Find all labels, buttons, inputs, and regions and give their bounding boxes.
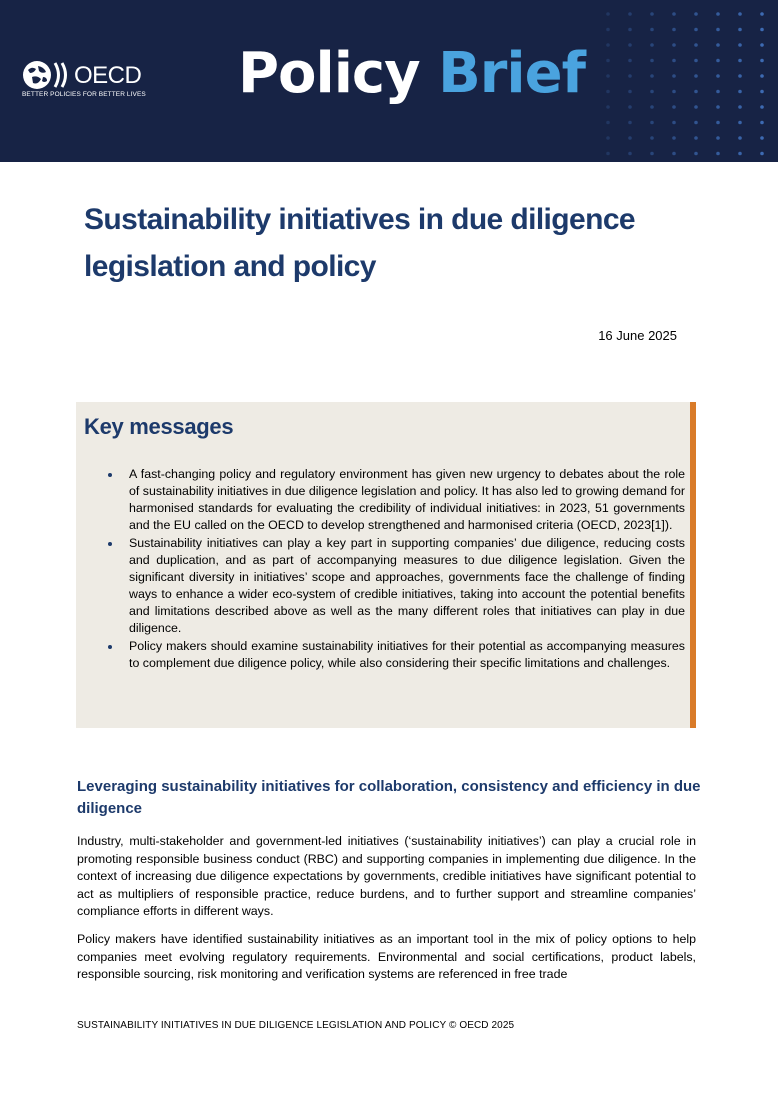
pattern-dot	[650, 121, 654, 125]
key-messages-heading: Key messages	[84, 414, 234, 439]
pattern-dot	[650, 12, 654, 16]
pattern-dot	[628, 28, 632, 32]
pattern-dot	[760, 90, 764, 94]
pattern-dot	[694, 90, 698, 94]
pattern-dot	[694, 74, 698, 78]
pattern-dot	[738, 152, 742, 156]
key-message-text: Sustainability initiatives can play a key part in supporting companies’ due diligence, reducing costs and duplication, and as part of accompanying measures to due diligence legislation. Given the significant diversity in initiatives’ scope and approaches, governments face the challenge of finding ways to enhance a wider eco-system of credible initiatives, taking into account the potential benefits and limitations described above as well as the many different roles that initiatives can play in due diligence.	[129, 536, 685, 635]
bullet-icon	[108, 542, 112, 546]
pattern-dot	[760, 105, 764, 109]
pattern-dot	[760, 74, 764, 78]
pattern-dot	[716, 74, 720, 78]
pattern-dot	[760, 136, 764, 140]
pattern-dot	[738, 59, 742, 63]
pattern-dot	[672, 43, 676, 47]
pattern-dot	[738, 90, 742, 94]
pattern-dot	[716, 136, 720, 140]
pattern-dot	[672, 74, 676, 78]
pattern-dot	[716, 43, 720, 47]
pattern-dot	[760, 152, 764, 156]
logo-tagline: BETTER POLICIES FOR BETTER LIVES	[22, 91, 146, 98]
pattern-dot	[606, 136, 610, 140]
pattern-dot	[716, 59, 720, 63]
pattern-dot	[628, 12, 632, 16]
pattern-dot	[628, 59, 632, 63]
pattern-dot	[716, 28, 720, 32]
pattern-dot	[650, 74, 654, 78]
header-banner	[0, 0, 778, 162]
list-item	[76, 466, 690, 534]
pattern-dot	[606, 28, 610, 32]
page-footer: SUSTAINABILITY INITIATIVES IN DUE DILIGENCE LEGISLATION AND POLICY © OECD 2025	[77, 1020, 515, 1031]
policy-brief-title	[238, 38, 585, 110]
list-item	[76, 638, 690, 672]
arcs-icon	[52, 60, 74, 90]
pattern-dot	[628, 136, 632, 140]
pattern-dot	[694, 12, 698, 16]
pattern-dot	[716, 121, 720, 125]
body-paragraph-1: Industry, multi-stakeholder and government-led initiatives (‘sustainability initiatives’) can play a crucial role in promoting responsible business conduct (RBC) and supporting companies in implementing due diligence. In the context of increasing due diligence expectations by governments, credible initiatives have significant potential to act as multipliers of responsible practice, reduce burdens, and to further support and streamline companies’ compliance efforts in different ways.	[77, 834, 696, 918]
pattern-dot	[650, 43, 654, 47]
pattern-dot	[738, 136, 742, 140]
pattern-dot	[606, 74, 610, 78]
pattern-dot	[716, 90, 720, 94]
brief-word-policy: Policy	[238, 41, 420, 106]
pattern-dot	[672, 105, 676, 109]
pattern-dot	[606, 43, 610, 47]
pattern-dot	[650, 105, 654, 109]
bullet-icon	[108, 645, 112, 649]
pattern-dot	[760, 121, 764, 125]
pattern-dot	[606, 121, 610, 125]
body-paragraph-2: Policy makers have identified sustainability initiatives as an important tool in the mix of policy options to help companies meet evolving regulatory requirements. Environmental and social certifications, product labels, responsible sourcing, risk monitoring and verification systems are referenced in free trade	[77, 932, 696, 981]
dot-pattern	[600, 8, 778, 158]
pattern-dot	[628, 152, 632, 156]
section-heading: Leveraging sustainability initiatives for collaboration, consistency and efficiency in due diligence	[77, 778, 701, 817]
pattern-dot	[716, 105, 720, 109]
pattern-dot	[672, 136, 676, 140]
pattern-dot	[694, 105, 698, 109]
pattern-dot	[672, 90, 676, 94]
globe-icon	[22, 60, 52, 90]
key-message-text: A fast-changing policy and regulatory environment has given new urgency to debates about the role of sustainability initiatives in due diligence legislation and policy. It has also led to growing demand for harmonised standards for evaluating the credibility of individual initiatives: in 2023, 51 governments and the EU called on the OECD to develop strengthened and harmonised criteria (OECD, 2023[1]).	[129, 467, 685, 532]
pattern-dot	[606, 90, 610, 94]
pattern-dot	[738, 121, 742, 125]
pattern-dot	[760, 43, 764, 47]
pattern-dot	[650, 90, 654, 94]
bullet-icon	[108, 473, 112, 477]
pattern-dot	[606, 12, 610, 16]
pattern-dot	[760, 28, 764, 32]
pattern-dot	[628, 90, 632, 94]
publication-date: 16 June 2025	[598, 328, 677, 343]
pattern-dot	[694, 43, 698, 47]
pattern-dot	[738, 74, 742, 78]
pattern-dot	[650, 28, 654, 32]
pattern-dot	[628, 105, 632, 109]
pattern-dot	[738, 28, 742, 32]
pattern-dot	[672, 152, 676, 156]
pattern-dot	[672, 12, 676, 16]
pattern-dot	[738, 43, 742, 47]
pattern-dot	[760, 59, 764, 63]
pattern-dot	[694, 136, 698, 140]
list-item	[76, 535, 690, 637]
pattern-dot	[694, 121, 698, 125]
pattern-dot	[672, 28, 676, 32]
pattern-dot	[694, 152, 698, 156]
pattern-dot	[628, 43, 632, 47]
pattern-dot	[716, 12, 720, 16]
key-messages-list	[76, 466, 690, 673]
pattern-dot	[760, 12, 764, 16]
pattern-dot	[672, 59, 676, 63]
pattern-dot	[738, 105, 742, 109]
pattern-dot	[628, 121, 632, 125]
pattern-dot	[628, 74, 632, 78]
pattern-dot	[738, 12, 742, 16]
pattern-dot	[606, 152, 610, 156]
pattern-dot	[672, 121, 676, 125]
key-message-text: Policy makers should examine sustainability initiatives for their potential as accompanying measures to complement due diligence policy, while also considering their specific limitations and challenges.	[129, 639, 685, 670]
document-title: Sustainability initiatives in due diligence legislation and policy	[84, 203, 635, 283]
pattern-dot	[694, 28, 698, 32]
pattern-dot	[716, 152, 720, 156]
pattern-dot	[650, 59, 654, 63]
pattern-dot	[650, 136, 654, 140]
pattern-dot	[606, 105, 610, 109]
pattern-dot	[694, 59, 698, 63]
logo-wordmark: OECD	[74, 62, 142, 89]
key-messages-box	[76, 402, 696, 728]
pattern-dot	[606, 59, 610, 63]
brief-word-brief: Brief	[438, 41, 585, 106]
pattern-dot	[650, 152, 654, 156]
oecd-logo[interactable]	[22, 60, 152, 104]
